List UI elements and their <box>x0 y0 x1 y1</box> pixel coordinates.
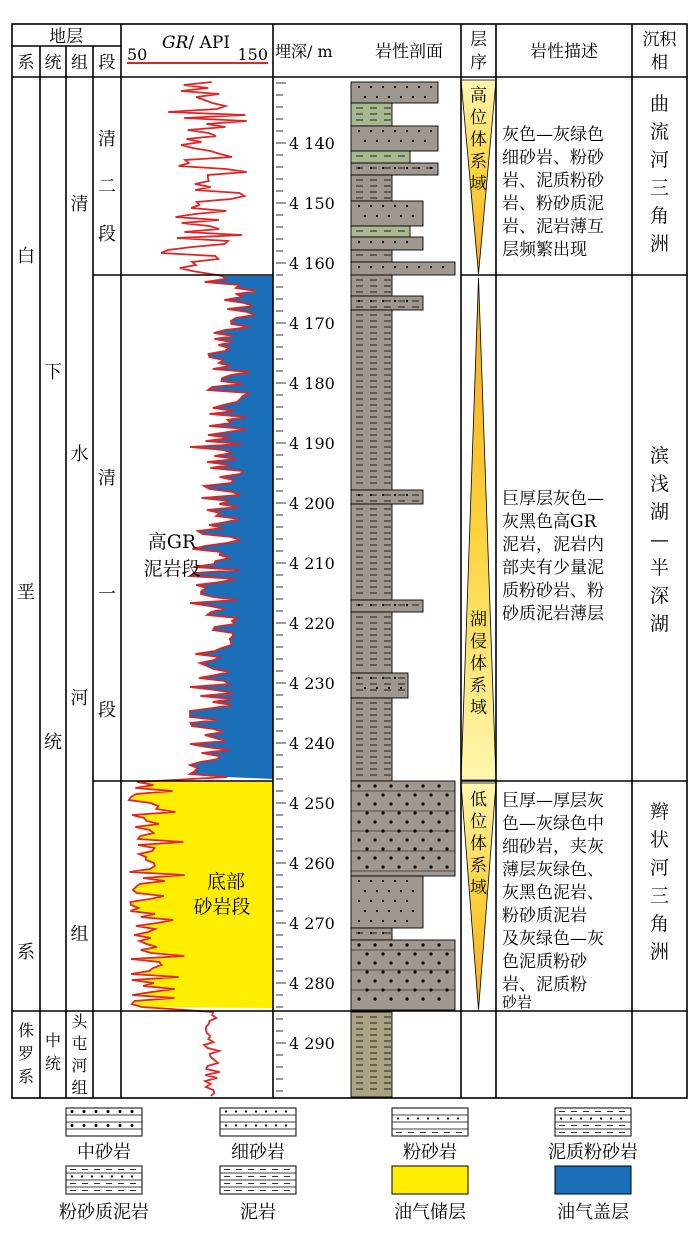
depth-tick-label: 4 230 <box>289 674 335 693</box>
legend-silty-mudstone-label: 粉砂质泥岩 <box>59 1202 149 1223</box>
legend-swatch-mud <box>220 1166 296 1194</box>
desc-bottom-line: 岩、泥质粉 <box>502 975 587 995</box>
toutunhe-char: 屯 <box>71 1034 88 1053</box>
middle-series-char: 中 <box>44 1031 62 1050</box>
facies-q2-char: 三 <box>649 177 670 199</box>
member-char: 清 <box>98 468 116 489</box>
facies-header-1: 沉积 <box>642 30 677 50</box>
lithology-bed <box>351 310 392 490</box>
facies-q1-char: 浅 <box>649 473 670 495</box>
group-char: 水 <box>70 444 89 465</box>
member-char: 清 <box>98 129 116 150</box>
legend-swatch-silt <box>392 1108 468 1136</box>
lithology-bed <box>351 126 438 151</box>
lithology-bed <box>351 163 438 175</box>
desc-q1-line: 泥岩，泥岩内 <box>502 535 604 555</box>
legend-medium-sand-label: 中砂岩 <box>77 1142 131 1163</box>
depth-tick-label: 4 270 <box>289 914 335 933</box>
high-gr-text: 高GR <box>147 531 197 553</box>
depth-header: 埋深/ m <box>275 42 333 61</box>
legend-swatch-caprock <box>555 1166 631 1194</box>
lithology-bed <box>351 490 423 504</box>
gr-min-label: 50 <box>127 45 148 64</box>
desc-q2-line: 灰色—灰绿色 <box>502 125 604 145</box>
desc-q1-line: 灰黑色高GR <box>502 512 597 532</box>
strata-header: 地层 <box>49 27 83 47</box>
depth-tick-label: 4 190 <box>289 434 335 453</box>
depth-tick-label: 4 160 <box>289 254 335 273</box>
depth-tick-label: 4 250 <box>289 794 335 813</box>
legend-reservoir-label: 油气储层 <box>394 1202 466 1223</box>
gr-axis-title <box>162 33 230 53</box>
desc-bottom-line: 色泥质粉砂 <box>502 952 587 972</box>
depth-tick-label: 4 140 <box>289 134 335 153</box>
facies-bottom-char: 状 <box>649 829 670 851</box>
desc-q2-line: 岩、粉砂质泥 <box>502 194 604 214</box>
lithology-bed <box>351 612 392 673</box>
bottom-sand-annotation-line1: 底部 <box>206 871 246 893</box>
lithology-bed <box>351 250 392 262</box>
member-char: 段 <box>98 700 116 721</box>
depth-tick-label: 4 210 <box>289 554 335 573</box>
tst-char: 湖 <box>470 610 487 630</box>
jurassic-char: 罗 <box>17 1044 35 1063</box>
desc-q1-line: 砂质泥岩薄层 <box>502 604 604 624</box>
legend-swatch-medium <box>66 1108 142 1136</box>
hst-char: 高 <box>470 86 487 106</box>
desc-bottom-line: 灰黑色泥岩、 <box>502 883 604 903</box>
tst-char: 域 <box>470 698 487 718</box>
toutunhe-char: 头 <box>71 1012 88 1031</box>
system-char: 垩 <box>17 582 35 603</box>
lithology-bed <box>351 876 423 928</box>
gr-label: GR <box>162 33 189 53</box>
lithology-descriptions <box>502 125 605 1011</box>
group-char: 组 <box>70 924 89 945</box>
desc-q2-line: 岩、泥质粉砂 <box>502 171 604 191</box>
header <box>18 27 678 73</box>
desc-bottom-line: 及灰绿色—灰 <box>502 929 604 949</box>
desc-q1-line: 部夹有少量泥 <box>502 558 604 578</box>
group-char: 河 <box>70 688 89 709</box>
facies-bottom-char: 角 <box>649 913 670 935</box>
depth-tick-label: 4 260 <box>289 854 335 873</box>
lithology-bed <box>351 237 423 250</box>
toutunhe-char: 组 <box>71 1078 88 1097</box>
desc-q1-line: 巨厚层灰色— <box>502 489 604 509</box>
hst-char: 体 <box>470 130 487 150</box>
desc-q2-line: 岩、泥岩薄互 <box>502 217 604 237</box>
lithology-profile-header: 岩性剖面 <box>375 42 443 62</box>
gr-max-label: 150 <box>237 45 268 64</box>
high-gr-annotation-line1 <box>148 531 197 553</box>
caprock-fill-area <box>190 276 273 779</box>
desc-q2-line: 层频繁出现 <box>502 240 587 260</box>
series-char: 下 <box>44 362 62 383</box>
desc-bottom-line: 薄层灰绿色、 <box>502 860 604 880</box>
bottom-sand-annotation-line2: 砂岩段 <box>193 896 251 918</box>
depth-ticks <box>276 83 335 1091</box>
legend-swatch-reservoir <box>392 1166 468 1194</box>
facies-q2-char: 洲 <box>649 233 670 255</box>
series-header: 统 <box>44 53 62 73</box>
lithology-bed <box>351 151 410 163</box>
hst-char: 域 <box>470 174 487 194</box>
depth-tick-label: 4 280 <box>289 974 335 993</box>
facies-bottom-char: 洲 <box>649 941 670 963</box>
depth-tick-label: 4 200 <box>289 494 335 513</box>
group-char: 清 <box>70 194 89 215</box>
lithology-bed <box>351 262 455 275</box>
lst-char: 域 <box>470 878 487 898</box>
jurassic-char: 侏 <box>17 1021 35 1040</box>
series-char: 统 <box>44 732 62 753</box>
lithology-bed <box>351 1012 392 1097</box>
desc-q2-line: 细砂岩、粉砂 <box>502 148 604 168</box>
system-char: 白 <box>17 246 35 267</box>
lithology-bed <box>351 504 392 600</box>
member-char: 段 <box>98 224 116 245</box>
legend-mudstone-label: 泥岩 <box>240 1202 276 1223</box>
lst-char: 低 <box>470 790 487 810</box>
facies-q1-char: 滨 <box>649 445 670 467</box>
facies-bottom-char: 三 <box>649 885 670 907</box>
hst-char: 系 <box>470 152 487 172</box>
legend-argillaceous-siltstone-label: 泥质粉砂岩 <box>548 1142 638 1163</box>
sequence-header-2: 序 <box>470 53 487 73</box>
legend-siltstone-label: 粉砂岩 <box>403 1142 457 1163</box>
depositional-facies <box>650 93 669 963</box>
facies-q2-char: 曲 <box>649 93 670 115</box>
legend <box>59 1108 638 1223</box>
facies-q1-char: 深 <box>649 585 670 607</box>
lithology-bed <box>351 275 392 296</box>
desc-bottom-line: 巨厚—厚层灰 <box>502 791 604 811</box>
facies-bottom-char: 河 <box>649 857 670 879</box>
lithology-bed <box>351 226 410 237</box>
depth-tick-label: 4 150 <box>289 194 335 213</box>
legend-swatch-fine <box>220 1108 296 1136</box>
lst-char: 体 <box>470 834 487 854</box>
lithology-bed <box>351 940 455 1010</box>
member-header: 段 <box>98 53 116 73</box>
lithology-bed <box>351 781 455 876</box>
lst-char: 位 <box>470 812 487 832</box>
group-header: 组 <box>71 53 88 73</box>
facies-bottom-char: 辫 <box>649 801 670 823</box>
lithology-profile <box>351 82 455 1097</box>
lithology-bed <box>351 698 392 781</box>
jurassic-char: 系 <box>17 1067 35 1086</box>
desc-bottom-line: 粉砂质泥岩 <box>502 906 587 926</box>
facies-q2-char: 角 <box>649 205 670 227</box>
legend-swatch-siltymud <box>66 1166 142 1194</box>
lithology-bed <box>351 296 423 310</box>
member-char: 二 <box>98 176 116 197</box>
facies-q1-char: — <box>650 529 669 551</box>
facies-header-2: 相 <box>651 53 668 73</box>
system-header: 系 <box>17 53 35 73</box>
depth-tick-label: 4 180 <box>289 374 335 393</box>
desc-q1-line: 质粉砂岩、粉 <box>502 581 604 601</box>
depth-tick-label: 4 240 <box>289 734 335 753</box>
legend-caprock-label: 油气盖层 <box>557 1202 629 1223</box>
lithology-bed <box>351 673 408 698</box>
tst-char: 体 <box>470 654 487 674</box>
member-char: 一 <box>98 584 116 605</box>
lst-char: 系 <box>470 856 487 876</box>
lithology-bed <box>351 103 392 126</box>
lithology-bed <box>351 175 392 201</box>
system-char: 系 <box>17 942 35 963</box>
gr-track <box>129 82 273 1096</box>
lithology-bed <box>351 82 438 103</box>
lithology-bed <box>351 928 392 940</box>
facies-q1-char: 湖 <box>649 501 670 523</box>
facies-q1-char: 半 <box>649 557 670 579</box>
desc-bottom-line: 细砂岩，夹灰 <box>502 837 604 857</box>
depth-tick-label: 4 290 <box>289 1034 335 1053</box>
lithology-desc-header: 岩性描述 <box>530 42 598 62</box>
sequence-header-1: 层 <box>470 30 487 50</box>
lithology-bed <box>351 600 423 612</box>
tst-char: 系 <box>470 676 487 696</box>
facies-q1-char: 湖 <box>649 613 670 635</box>
middle-series-char: 统 <box>44 1054 62 1073</box>
tst-char: 侵 <box>470 632 487 652</box>
gr-unit: / API <box>188 33 230 53</box>
depth-tick-label: 4 170 <box>289 314 335 333</box>
desc-bottom-line: 色—灰绿色中 <box>502 814 604 834</box>
depth-tick-label: 4 220 <box>289 614 335 633</box>
lithology-bed <box>351 201 423 226</box>
high-gr-annotation-line2: 泥岩段 <box>143 558 201 580</box>
toutunhe-char: 河 <box>71 1056 88 1075</box>
desc-bottom-line: 砂岩 <box>502 993 533 1011</box>
facies-q2-char: 流 <box>649 121 670 143</box>
legend-fine-sand-label: 细砂岩 <box>231 1142 285 1163</box>
facies-q2-char: 河 <box>649 149 670 171</box>
hst-char: 位 <box>470 108 487 128</box>
legend-swatch-argsilt <box>555 1108 631 1136</box>
